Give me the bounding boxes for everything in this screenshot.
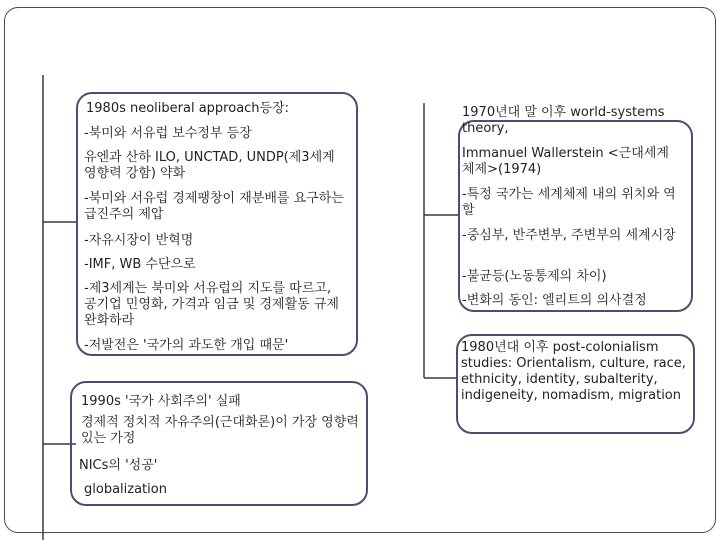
1990s-line-2: 경제적 정치적 자유주의(근대화론)이 가장 영향력 있는 가정 [81,415,359,446]
neoliberal-heading: 1980s neoliberal approach등장: [86,101,290,116]
world-systems-line-6: -변화의 동인: 엘리트의 의사결정 [462,293,647,308]
neoliberal-line-1: -북미와 서유럽 보수정부 등장 [84,126,252,141]
1990s-line-1: 1990s '국가 사회주의' 실패 [81,394,241,409]
post-colonialism-text: 1980년대 이후 post-colonialism studies: Orientalism, culture, race, ethnicity, identity, subalterity, indigeneity, nomadism, migration [461,340,686,403]
world-systems-line-1: 1970년대 말 이후 world-systems theory, [462,105,665,136]
neoliberal-line-6: -제3세계는 북미와 서유럽의 지도를 따르고, 공기업 민영화, 가격과 임금 및 경제활동 규제 완화하라 [84,281,339,328]
neoliberal-line-3: -북미와 서유럽 경제팽창이 재분배를 요구하는 급진주의 제압 [84,191,344,222]
neoliberal-line-5: -IMF, WB 수단으로 [84,257,196,272]
neoliberal-line-7: -저발전은 '국가의 과도한 개입 때문' [84,338,289,353]
world-systems-line-5: -불균등(노동통제의 차이) [462,269,607,284]
world-systems-line-2: Immanuel Wallerstein <근대세계체제>(1974) [462,146,669,177]
1990s-line-3: NICs의 '성공' [79,458,158,473]
neoliberal-line-4: -자유시장이 반혁명 [84,233,194,248]
1990s-line-4: globalization [84,482,167,497]
world-systems-line-4: -중심부, 반주변부, 주변부의 세계시장 [462,228,676,243]
world-systems-line-3: -특정 국가는 세계체제 내의 위치와 역할 [462,187,676,218]
neoliberal-line-2: 유엔과 산하 ILO, UNCTAD, UNDP(제3세계 영향력 강함) 약화 [84,150,335,181]
